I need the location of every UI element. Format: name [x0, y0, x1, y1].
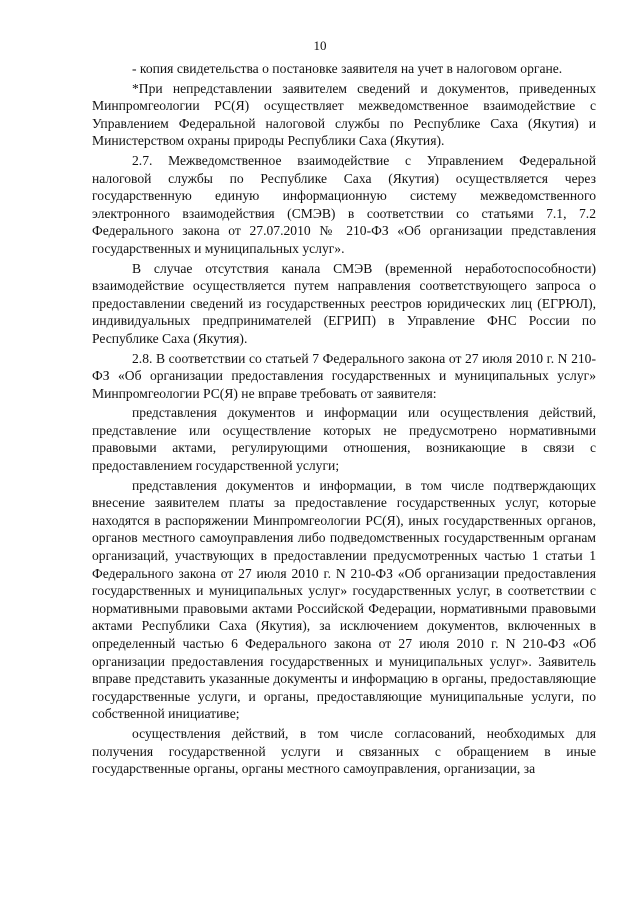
- paragraph-interagency-note: *При непредставлении заявителем сведений и документов, приведенных Минпромгеологии РС(Я) осуществляет межведомственное взаимодействие с Управлением Федеральной налоговой службы по Республике Саха (Якутия) и Министерством охраны природы Республики Саха (Якутия).: [92, 80, 596, 149]
- paragraph-tax-certificate-copy: - копия свидетельства о постановке заявителя на учет в налоговом органе.: [132, 61, 563, 76]
- paragraph-item-documents-actions: представления документов и информации или осуществления действий, представление или осуществление которых не предусмотрено нормативными правовыми актами, регулирующими отношения, возникающие в связи с предоставлением государственной услуги;: [92, 405, 596, 474]
- paragraph-section-2-7: 2.7. Межведомственное взаимодействие с Управлением Федеральной налоговой службы по Республике Саха (Якутия) осуществляется через государственную единую информационную систему межведомственного электронного взаимодействия (СМЭВ) в соответствии со статьями 7.1, 7.2 Федерального закона от 27.07.2010 № 210-ФЗ «Об организации представления государственных и муниципальных услуг».: [92, 152, 596, 256]
- paragraph-item-documents-information: представления документов и информации, в том числе подтверждающих внесение заявителем платы за предоставление государственных услуг, которые находятся в распоряжении Минпромгеологии РС(Я), иных государственных органов, органов местного самоуправления либо подведомственных государственным органам организаций, участвующих в предоставлении предусмотренных частью 1 статьи 1 Федерального закона от 27 июля 2010 г. N 210-ФЗ «Об организации предоставления государственных и муниципальных услуг» государственных услуг, в соответствии с нормативными правовыми актами Российской Федерации, нормативными правовыми актами Республики Саха (Якутия), за исключением документов, включенных в определенный частью 6 Федерального закона от 27 июля 2010 г. N 210-ФЗ «Об организации предоставления государственных и муниципальных услуг». Заявитель вправе представить указанные документы и информацию в органы, предоставляющие государственные услуги, и органы, предоставляющие муниципальные услуги, по собственной инициативе;: [92, 477, 596, 722]
- paragraph-smev-absence: В случае отсутствия канала СМЭВ (временной неработоспособности) взаимодействие осуществляется путем направления соответствующего запроса о предоставлении сведений из государственных реестров юридических лиц (ЕГРЮЛ), индивидуальных предпринимателей (ЕГРИП) в Управление ФНС России по Республике Саха (Якутия).: [92, 260, 596, 346]
- paragraph-section-2-8: 2.8. В соответствии со статьей 7 Федерального закона от 27 июля 2010 г. N 210-ФЗ «Об организации предоставления государственных и муниципальных услуг» Минпромгеологии РС(Я) не вправе требовать от заявителя:: [92, 350, 596, 401]
- page-number: 10: [313, 38, 327, 53]
- paragraph-item-actions-approvals: осуществления действий, в том числе согласований, необходимых для получения государственной услуги и связанных с обращением в иные государственные органы, органы местного самоуправления, организации, за: [92, 725, 596, 777]
- document-body: [92, 60, 596, 780]
